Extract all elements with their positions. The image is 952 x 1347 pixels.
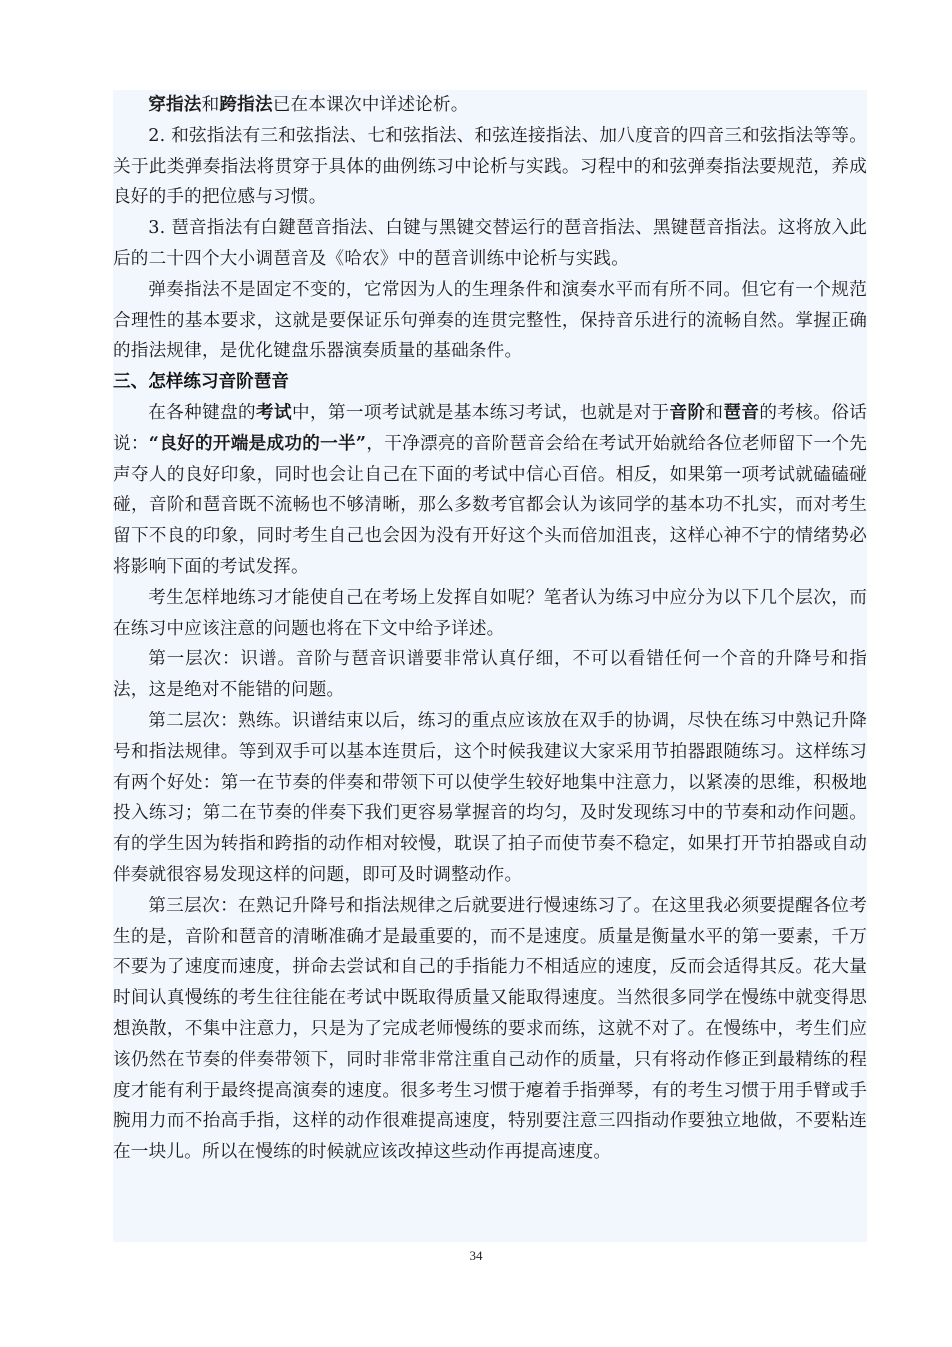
paragraph-chord-fingering: 2. 和弦指法有三和弦指法、七和弦指法、和弦连接指法、加八度音的四音三和弦指法等等。关于此类弹奏指法将贯穿于具体的曲例练习中论析与实践。习程中的和弦弹奏指法要规范，养成良好的手的把位感与习惯。 [113, 125, 867, 208]
text-run: 中，第一项考试就是基本练习考试，也就是对于 [292, 402, 670, 423]
text-run: 和 [705, 402, 724, 423]
paragraph-level-three: 第三层次：在熟记升降号和指法规律之后就要进行慢速练习了。在这里我必须要提醒各位考生的是，音阶和琶音的清晰准确才是最重要的，而不是速度。质量是衡量水平的第一要素，千万不要为了速度而速度，拼命去尝试和自己的手指能力不相适应的速度，反而会适得其反。花大量时间认真慢练的考生往往能在考试中既取得质量又能取得速度。当然很多同学在慢练中就变得思想涣散，不集中注意力，只是为了完成老师慢练的要求而练，这就不对了。在慢练中，考生们应该仍然在节奏的伴奏带领下，同时非常非常注重自己动作的质量，只有将动作修正到最精练的程度才能有利于最终提高演奏的速度。很多考生习惯于瘪着手指弹琴，有的考生习惯于用手臂或手腕用力而不抬高手指，这样的动作很难提高速度，特别要注意三四指动作要独立地做，不要粘连在一块儿。所以在慢练的时候就应该改掉这些动作再提高速度。 [113, 895, 867, 1163]
bold-term: 音阶 [669, 401, 706, 423]
paragraph-fingering-rules: 弹奏指法不是固定不变的，它常因为人的生理条件和演奏水平而有所不同。但它有一个规范合理性的基本要求，这就是要保证乐句弹奏的连贯完整性，保持音乐进行的流畅自然。掌握正确的指法规律，是优化键盘乐器演奏质量的基础条件。 [113, 279, 867, 362]
text-run: 在各种键盘的 [148, 402, 257, 423]
section-heading: 三、怎样练习音阶琶音 [113, 372, 289, 393]
bold-term: 琶音 [723, 401, 760, 423]
paragraph-level-two: 第二层次：熟练。识谱结束以后，练习的重点应该放在双手的协调，尽快在练习中熟记升降号和指法规律。等到双手可以基本连贯后，这个时候我建议大家采用节拍器跟随练习。这样练习有两个好处：第一在节奏的伴奏和带领下可以使学生较好地集中注意力，以紧凑的思维，积极地投入练习；第二在节奏的伴奏下我们更容易掌握音的均匀，及时发现练习中的节奏和动作问题。有的学生因为转指和跨指的动作相对较慢，耽误了拍子而使节奏不稳定，如果打开节拍器或自动伴奏就很容易发现这样的问题，即可及时调整动作。 [113, 710, 867, 885]
page-body [113, 90, 867, 1242]
bold-term: 跨指法 [219, 94, 273, 115]
paragraph-arpeggio-fingering: 3. 琶音指法有白鍵琶音指法、白键与黑键交替运行的琶音指法、黑键琶音指法。这将放入此后的二十四个大小调琶音及《哈农》中的琶音训练中论析与实践。 [113, 218, 867, 269]
bold-quote: “良好的开端是成功的一半” [148, 432, 367, 454]
page-number: 34 [469, 1248, 483, 1263]
paragraph-level-one: 第一层次：识谱。音阶与琶音识谱要非常认真仔细，不可以看错任何一个音的升降号和指法，这是绝对不能错的问题。 [113, 649, 867, 701]
bold-term: 穿指法 [148, 94, 202, 115]
bold-term: 考试 [256, 401, 292, 423]
paragraph-exam-intro [113, 398, 867, 583]
text-run: ，干净漂亮的音阶琶音会给在考试开始就给各位老师留下一个先声夺人的良好印象，同时也会让自己在下面的考试中信心百倍。相反，如果第一项考试就磕磕碰碰，音阶和琶音既不流畅也不够清晰，那么多数考官都会认为该同学的基本功不扎实，而对考生留下不良的印象，同时考生自己也会因为没有开好这个头而倍加沮丧，这样心神不宁的情绪势必将影响下面的考试发挥。 [113, 433, 868, 577]
text-run: 已在本课次中详述论析。 [272, 95, 469, 115]
text-run: 的考核。俗话说： [113, 402, 868, 454]
text-run: 和 [201, 95, 220, 115]
paragraph-fingering-cross [113, 90, 867, 121]
paragraph-practice-levels: 考生怎样地练习才能使自己在考场上发挥自如呢？笔者认为练习中应分为以下几个层次，而在练习中应该注意的问题也将在下文中给予详述。 [113, 587, 867, 639]
